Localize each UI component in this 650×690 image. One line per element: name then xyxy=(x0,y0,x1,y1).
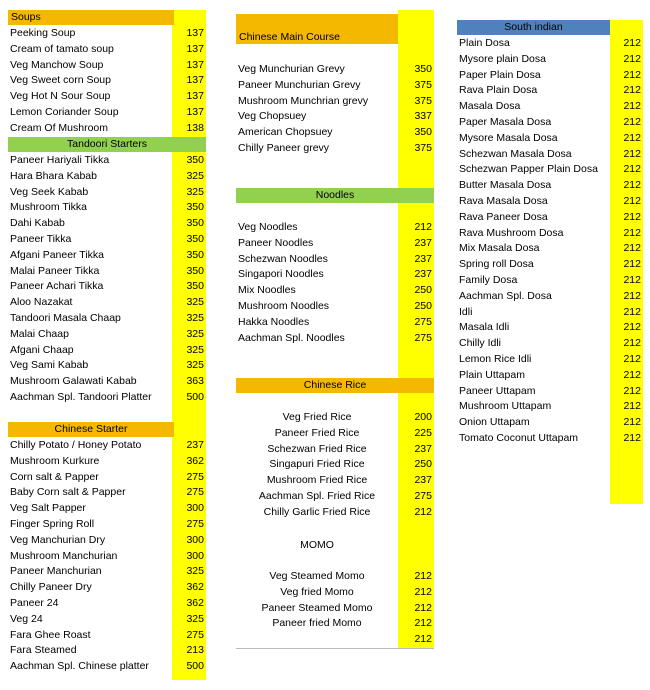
item-name: Malai Chaap xyxy=(10,327,69,340)
item-name: Chilly Paneer Dry xyxy=(10,581,92,594)
chinese-main-header xyxy=(236,14,398,44)
list-item xyxy=(236,489,434,504)
item-price: 275 xyxy=(414,315,432,328)
tandoori-title: Tandoori Starters xyxy=(67,138,147,150)
list-item xyxy=(457,368,643,383)
list-item xyxy=(8,454,206,469)
item-price: 325 xyxy=(186,312,204,324)
item-name: Schezwan Masala Dosa xyxy=(459,147,572,160)
item-price: 500 xyxy=(186,391,204,403)
item-name: Veg Fried Rice xyxy=(282,411,352,423)
item-price: 237 xyxy=(414,236,432,249)
list-item xyxy=(8,470,206,485)
list-item xyxy=(457,194,643,209)
list-item xyxy=(8,580,206,595)
item-name: Malai Paneer Tikka xyxy=(10,264,100,277)
item-name: American Chopsuey xyxy=(238,126,333,139)
list-item xyxy=(236,94,434,109)
item-name: Singapori Noodles xyxy=(238,268,324,281)
list-item xyxy=(8,121,206,136)
list-item xyxy=(8,264,206,279)
item-price: 212 xyxy=(623,432,641,444)
item-price: 325 xyxy=(186,343,204,356)
list-item xyxy=(236,62,434,77)
item-price: 212 xyxy=(623,321,641,334)
list-item xyxy=(8,485,206,500)
momo-header xyxy=(236,538,398,553)
item-name: Plain Dosa xyxy=(459,37,510,49)
chinese-starter-header xyxy=(8,422,174,437)
item-price: 325 xyxy=(186,359,204,372)
item-name: Butter Masala Dosa xyxy=(459,179,552,192)
item-price: 325 xyxy=(186,327,204,340)
list-item xyxy=(457,99,643,114)
list-item xyxy=(236,236,434,251)
item-name: Afgani Paneer Tikka xyxy=(10,248,104,261)
item-price: 350 xyxy=(186,233,204,245)
item-name: Aachman Spl. Noodles xyxy=(238,331,345,344)
item-price: 212 xyxy=(623,147,641,160)
item-name: Paneer fried Momo xyxy=(272,617,362,630)
item-name: Chilly Garlic Fried Rice xyxy=(263,505,371,518)
list-item xyxy=(457,52,643,67)
item-price: 212 xyxy=(623,179,641,192)
list-item xyxy=(457,431,643,446)
list-item xyxy=(8,26,206,41)
item-price: 225 xyxy=(414,426,432,439)
item-price: 137 xyxy=(186,106,204,118)
item-price: 237 xyxy=(414,474,432,487)
list-item xyxy=(8,216,206,231)
item-price: 212 xyxy=(414,601,432,614)
list-item xyxy=(457,36,643,51)
item-name: Veg Noodles xyxy=(238,221,298,233)
list-item xyxy=(457,162,643,177)
item-name: Cream Of Mushroom xyxy=(10,121,109,134)
item-price: 212 xyxy=(623,416,641,429)
item-price: 212 xyxy=(414,505,432,518)
list-item xyxy=(236,331,434,346)
noodles-header xyxy=(236,188,434,203)
item-price: 237 xyxy=(414,252,432,265)
item-name: Chilly Potato / Honey Potato xyxy=(10,439,142,451)
list-item xyxy=(8,169,206,184)
item-price: 275 xyxy=(186,470,204,483)
list-item xyxy=(8,659,206,674)
item-price: 137 xyxy=(186,58,204,71)
item-price: 350 xyxy=(186,201,204,214)
item-price: 137 xyxy=(186,74,204,87)
item-name: Paper Plain Dosa xyxy=(459,68,541,81)
list-item xyxy=(8,185,206,200)
item-price: 325 xyxy=(186,169,204,182)
item-name: Veg Seek Kabab xyxy=(10,185,89,198)
item-name: Paneer Fried Rice xyxy=(274,426,360,439)
item-price: 212 xyxy=(623,258,641,271)
list-item xyxy=(457,68,643,83)
item-name: Peeking Soup xyxy=(10,27,76,39)
list-item xyxy=(8,643,206,658)
item-price: 375 xyxy=(414,94,432,107)
item-price: 362 xyxy=(186,454,204,467)
list-item xyxy=(8,501,206,516)
item-price: 350 xyxy=(414,126,432,139)
list-item xyxy=(236,315,434,330)
item-name: Fara Ghee Roast xyxy=(10,628,91,641)
item-name: Aloo Nazakat xyxy=(10,296,73,309)
list-item xyxy=(236,426,434,441)
item-name: Aachman Spl. Tandoori Platter xyxy=(10,391,152,403)
item-name: Mushroom Munchrian grevy xyxy=(238,94,369,107)
soups-title: Soups xyxy=(11,11,41,23)
item-price: 212 xyxy=(623,274,641,286)
item-name: Veg Sami Kabab xyxy=(10,359,89,372)
soups-header xyxy=(8,10,174,25)
south-indian-header xyxy=(457,20,610,35)
item-name: Mix Noodles xyxy=(238,284,296,297)
list-item xyxy=(8,612,206,627)
list-item xyxy=(236,457,434,472)
item-name: Family Dosa xyxy=(459,274,518,286)
item-name: Mushroom Uttapam xyxy=(459,400,552,413)
list-item xyxy=(236,141,434,156)
item-name: Veg Chopsuey xyxy=(238,110,307,123)
item-name: Singapuri Fried Rice xyxy=(269,458,365,471)
list-item xyxy=(457,178,643,193)
list-item xyxy=(457,147,643,162)
item-name: Plain Uttapam xyxy=(459,368,525,381)
list-item xyxy=(457,83,643,98)
list-item xyxy=(8,248,206,263)
item-price: 212 xyxy=(623,116,641,128)
list-item xyxy=(8,564,206,579)
item-name: Cream of tamato soup xyxy=(10,42,114,55)
item-name: Corn salt & Papper xyxy=(10,470,99,483)
item-price: 212 xyxy=(414,221,432,233)
list-item xyxy=(457,257,643,272)
item-price: 363 xyxy=(186,375,204,388)
item-name: Mushroom Tikka xyxy=(10,201,88,214)
momo-title: MOMO xyxy=(300,539,334,551)
item-price: 212 xyxy=(623,37,641,49)
item-price: 212 xyxy=(623,242,641,255)
item-price: 200 xyxy=(414,411,432,423)
item-price: 275 xyxy=(414,490,432,502)
item-price: 350 xyxy=(186,264,204,277)
list-item xyxy=(8,311,206,326)
list-item xyxy=(8,596,206,611)
item-price: 337 xyxy=(414,110,432,123)
item-name: Veg Munchurian Grevy xyxy=(238,63,345,75)
item-price: 300 xyxy=(186,549,204,562)
item-price: 325 xyxy=(186,565,204,578)
list-item xyxy=(8,295,206,310)
item-name: Paneer Hariyali Tikka xyxy=(10,154,110,166)
tandoori-header xyxy=(8,137,206,152)
item-name: Schezwan Papper Plain Dosa xyxy=(459,163,598,176)
item-price: 212 xyxy=(623,195,641,207)
item-name: Mushroom Fried Rice xyxy=(266,474,368,487)
item-name: Schezwan Fried Rice xyxy=(267,442,367,455)
list-item xyxy=(457,415,643,430)
item-name: Veg Steamed Momo xyxy=(269,570,365,582)
item-price: 212 xyxy=(623,353,641,365)
item-price: 212 xyxy=(623,210,641,223)
item-name: Spring roll Dosa xyxy=(459,258,534,271)
list-item xyxy=(8,42,206,57)
list-item xyxy=(8,89,206,104)
item-name: Paneer Munchurian Grevy xyxy=(238,78,361,91)
item-price: 212 xyxy=(414,570,432,582)
item-price: 212 xyxy=(414,617,432,630)
item-price: 275 xyxy=(186,628,204,641)
item-name: Paper Masala Dosa xyxy=(459,116,552,128)
item-name: Mushroom Galawati Kabab xyxy=(10,375,137,388)
list-item xyxy=(8,279,206,294)
item-name: Veg Hot N Sour Soup xyxy=(10,90,111,103)
item-name: Paneer Uttapam xyxy=(459,384,536,397)
list-item xyxy=(236,220,434,235)
item-price: 212 xyxy=(623,52,641,65)
item-name: Aachman Spl. Fried Rice xyxy=(258,490,376,502)
list-item xyxy=(457,289,643,304)
item-price: 350 xyxy=(186,248,204,261)
item-name: Mushroom Manchurian xyxy=(10,549,118,562)
item-name: Rava Masala Dosa xyxy=(459,195,548,207)
item-price: 212 xyxy=(623,226,641,239)
list-item xyxy=(236,109,434,124)
item-name: Tandoori Masala Chaap xyxy=(10,312,121,324)
item-name: Paneer Achari Tikka xyxy=(10,280,104,293)
list-item xyxy=(236,632,434,647)
list-item xyxy=(8,232,206,247)
list-item xyxy=(236,125,434,140)
item-name: Mushroom Kurkure xyxy=(10,454,100,467)
list-item xyxy=(236,505,434,520)
item-name: Mushroom Noodles xyxy=(238,300,330,312)
chinese-rice-title: Chinese Rice xyxy=(303,379,367,391)
item-price: 350 xyxy=(186,280,204,293)
south-indian-title: South indian xyxy=(504,21,563,33)
item-price: 212 xyxy=(623,337,641,350)
item-price: 275 xyxy=(186,518,204,530)
item-name: Paneer Tikka xyxy=(10,233,72,245)
list-item xyxy=(457,384,643,399)
item-price: 212 xyxy=(623,100,641,113)
list-item xyxy=(457,131,643,146)
list-item xyxy=(236,283,434,298)
list-item xyxy=(8,58,206,73)
list-item xyxy=(457,336,643,351)
list-item xyxy=(8,153,206,168)
item-price: 212 xyxy=(623,384,641,397)
chinese-rice-header xyxy=(236,378,434,393)
chinese-starter-title: Chinese Starter xyxy=(54,423,128,435)
list-item xyxy=(457,305,643,320)
item-name: Mysore plain Dosa xyxy=(459,52,546,65)
item-price: 250 xyxy=(414,284,432,297)
item-price: 212 xyxy=(623,305,641,318)
list-item xyxy=(236,473,434,488)
item-name: Finger Spring Roll xyxy=(10,518,95,530)
list-item xyxy=(236,410,434,425)
item-price: 212 xyxy=(623,368,641,381)
item-name: Dahi Kabab xyxy=(10,217,65,230)
item-name: Chilly Paneer grevy xyxy=(238,142,330,154)
list-item xyxy=(457,210,643,225)
item-name: Baby Corn salt & Papper xyxy=(10,486,126,499)
item-price: 300 xyxy=(186,533,204,546)
list-item xyxy=(236,78,434,93)
item-price: 325 xyxy=(186,185,204,198)
item-name: Onion Uttapam xyxy=(459,416,530,429)
item-price: 212 xyxy=(623,400,641,413)
list-item xyxy=(8,533,206,548)
list-item xyxy=(8,628,206,643)
item-name: Rava Plain Dosa xyxy=(459,84,538,97)
item-name: Masala Dosa xyxy=(459,100,521,113)
chinese-main-title: Chinese Main Course xyxy=(239,31,340,43)
list-item xyxy=(8,327,206,342)
item-price: 275 xyxy=(414,331,432,344)
item-name: Veg Manchow Soup xyxy=(10,58,104,71)
item-name: Veg fried Momo xyxy=(280,585,354,598)
item-name: Veg 24 xyxy=(10,612,43,625)
list-item xyxy=(236,601,434,616)
list-item xyxy=(8,73,206,88)
item-name: Lemon Rice Idli xyxy=(459,353,532,365)
list-item xyxy=(236,299,434,314)
item-price: 375 xyxy=(414,142,432,154)
item-name: Masala Idli xyxy=(459,321,510,334)
item-name: Paneer Steamed Momo xyxy=(261,601,373,614)
item-price: 300 xyxy=(186,502,204,515)
item-price: 212 xyxy=(623,289,641,302)
item-price: 212 xyxy=(623,68,641,81)
list-item xyxy=(457,115,643,130)
list-item xyxy=(8,390,206,405)
item-price: 362 xyxy=(186,597,204,609)
list-item xyxy=(457,226,643,241)
item-price: 212 xyxy=(623,84,641,97)
item-price: 213 xyxy=(186,644,204,657)
list-item xyxy=(236,442,434,457)
item-name: Mix Masala Dosa xyxy=(459,242,540,255)
item-price: 237 xyxy=(186,439,204,451)
list-item xyxy=(457,320,643,335)
item-price: 350 xyxy=(414,63,432,75)
item-name: Rava Mushroom Dosa xyxy=(459,226,564,239)
list-item xyxy=(457,352,643,367)
item-name: Afgani Chaap xyxy=(10,343,74,356)
list-item xyxy=(236,569,434,584)
col2-bottom-rule xyxy=(236,648,434,649)
item-price: 250 xyxy=(414,300,432,312)
item-price: 350 xyxy=(186,154,204,166)
list-item xyxy=(236,616,434,631)
item-price: 237 xyxy=(414,268,432,281)
item-price: 212 xyxy=(623,131,641,144)
list-item xyxy=(457,273,643,288)
item-price: 275 xyxy=(186,486,204,499)
list-item xyxy=(8,374,206,389)
item-price: 375 xyxy=(414,78,432,91)
item-price: 250 xyxy=(414,458,432,471)
list-item xyxy=(8,200,206,215)
item-price: 137 xyxy=(186,42,204,55)
item-name: Hakka Noodles xyxy=(238,315,310,328)
item-price: 212 xyxy=(623,163,641,176)
list-item xyxy=(8,358,206,373)
list-item xyxy=(236,585,434,600)
item-name: Paneer Manchurian xyxy=(10,565,102,578)
item-name: Chilly Idli xyxy=(459,337,502,350)
list-item xyxy=(236,252,434,267)
item-name: Hara Bhara Kabab xyxy=(10,169,97,182)
noodles-title: Noodles xyxy=(315,189,355,201)
item-price: 362 xyxy=(186,581,204,594)
item-name: Tomato Coconut Uttapam xyxy=(459,432,579,444)
item-name: Idli xyxy=(459,305,473,318)
item-name: Lemon Coriander Soup xyxy=(10,106,119,118)
list-item xyxy=(8,105,206,120)
list-item xyxy=(457,241,643,256)
item-price: 138 xyxy=(186,121,204,134)
item-name: Veg Manchurian Dry xyxy=(10,533,106,546)
list-item xyxy=(457,399,643,414)
list-item xyxy=(8,549,206,564)
item-name: Aachman Spl. Chinese platter xyxy=(10,660,149,673)
item-price: 137 xyxy=(186,27,204,39)
item-price: 237 xyxy=(414,442,432,455)
item-price: 137 xyxy=(186,90,204,103)
item-price: 212 xyxy=(414,633,432,646)
item-name: Mysore Masala Dosa xyxy=(459,131,558,144)
item-price: 212 xyxy=(414,585,432,598)
item-name: Schezwan Noodles xyxy=(238,252,328,265)
item-price: 325 xyxy=(186,612,204,625)
item-price: 500 xyxy=(186,660,204,673)
item-price: 350 xyxy=(186,217,204,230)
item-name: Veg Sweet corn Soup xyxy=(10,74,111,87)
item-price: 325 xyxy=(186,296,204,309)
list-item xyxy=(8,517,206,532)
item-name: Rava Paneer Dosa xyxy=(459,210,548,223)
item-name: Paneer Noodles xyxy=(238,236,314,249)
list-item xyxy=(8,438,206,453)
list-item xyxy=(8,343,206,358)
item-name: Paneer 24 xyxy=(10,597,59,609)
item-name: Fara Steamed xyxy=(10,644,77,657)
item-name: Veg Salt Papper xyxy=(10,502,86,515)
list-item xyxy=(236,267,434,282)
item-name: Aachman Spl. Dosa xyxy=(459,289,552,302)
